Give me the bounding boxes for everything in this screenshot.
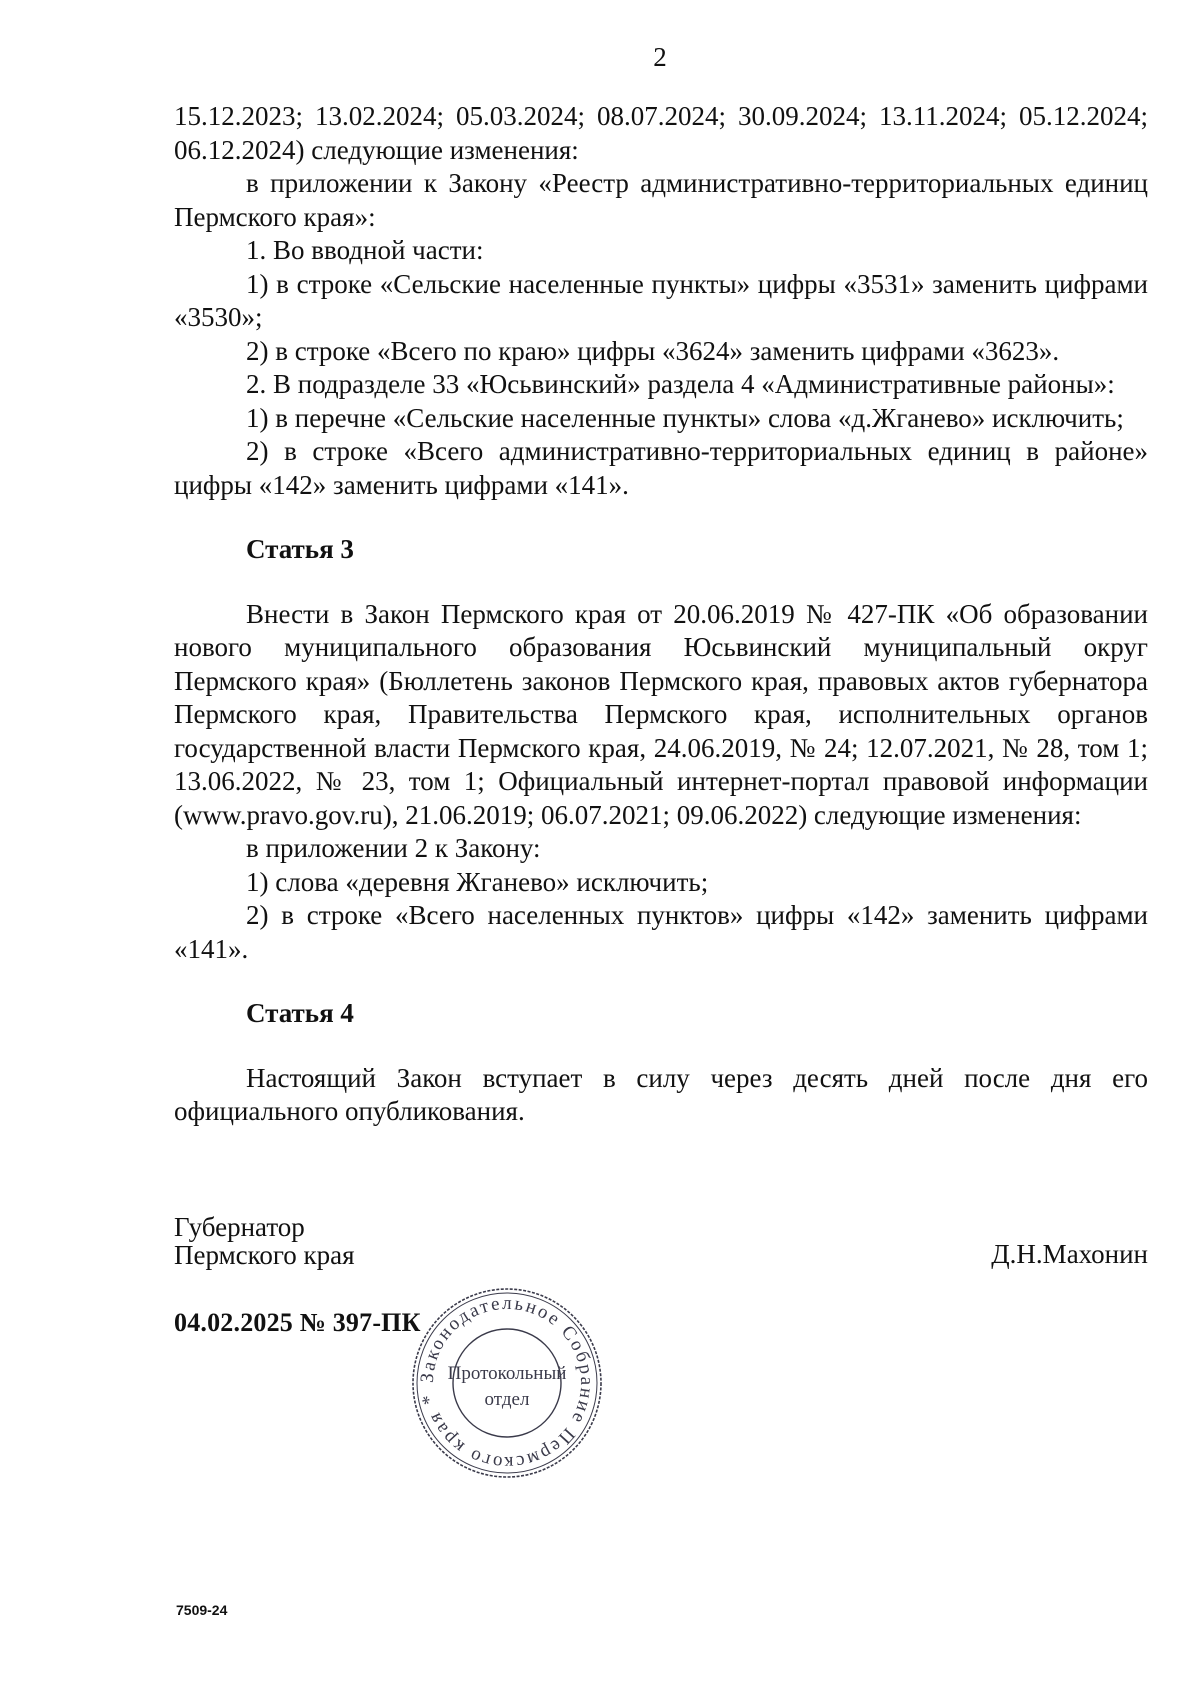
- law-reference: 04.02.2025 № 397-ПК: [174, 1308, 421, 1337]
- article-3-paragraph-2: 2) в строке «Всего населенных пунктов» цифры «142» заменить цифрами «141».: [174, 900, 1148, 964]
- document-code: 7509-24: [176, 1602, 228, 1618]
- stamp-center-line1: Протокольный: [447, 1363, 567, 1384]
- article-3-heading: Статья 3: [246, 534, 354, 564]
- document-body: [174, 100, 1148, 1129]
- article-3-paragraph-1: 1) слова «деревня Жганево» исключить;: [246, 866, 709, 897]
- stamp-ring-text: Законодательное Собрание Пермского края *: [416, 1292, 598, 1474]
- paragraph-item-1: 1. Во вводной части:: [246, 235, 484, 265]
- paragraph-item-2-1: 1) в перечне «Сельские населенные пункты» слова «д.Жганево» исключить;: [246, 402, 1124, 433]
- signature-title-line2: Пермского края: [174, 1240, 355, 1270]
- stamp-seal: [407, 1283, 607, 1483]
- paragraph-item-2-2: 2) в строке «Всего административно-территориальных единиц в районе» цифры «142» заменить цифрами «141».: [174, 436, 1148, 500]
- article-4-heading: Статья 4: [246, 998, 354, 1028]
- signature-title-line1: Губернатор: [174, 1212, 305, 1242]
- page-number: 2: [653, 42, 667, 72]
- paragraph-item-1-1: 1) в строке «Сельские населенные пункты» цифры «3531» заменить цифрами «3530»;: [174, 268, 1148, 332]
- stamp-center-line2: отдел: [484, 1389, 530, 1410]
- article-3-paragraph-appendix: в приложении 2 к Закону:: [246, 833, 541, 863]
- paragraph-item-1-2: 2) в строке «Всего по краю» цифры «3624» заменить цифрами «3623».: [246, 335, 1060, 366]
- stamp-seal-svg: [407, 1283, 607, 1483]
- paragraph-item-2: 2. В подразделе 33 «Юсьвинский» раздела 4 «Административные районы»:: [246, 369, 1115, 399]
- paragraph-continuation: 15.12.2023; 13.02.2024; 05.03.2024; 08.07.2024; 30.09.2024; 13.11.2024; 05.12.2024; 06.12.2024) следующие изменения:: [174, 101, 1148, 165]
- signature-name: Д.Н.Махонин: [991, 1239, 1148, 1269]
- paragraph-appendix-intro: в приложении к Закону «Реестр административно-территориальных единиц Пермского края»:: [174, 168, 1148, 232]
- article-4-paragraph: Настоящий Закон вступает в силу через десять дней после дня его официального опубликования.: [174, 1062, 1148, 1126]
- signature-block: [174, 1213, 1148, 1269]
- article-3-paragraph-main: Внести в Закон Пермского края от 20.06.2019 № 427-ПК «Об образовании нового муниципального образования Юсьвинский муниципальный округ Пермского края» (Бюллетень законов Пермского края, правовых актов губернатора Пермского края, Правительства Пермского края, исполнительных органов государственной власти Пермского края, 24.06.2019, № 24; 12.07.2021, № 28, том 1; 13.06.2022, № 23, том 1; Официальный интернет-портал правовой информации (www.pravo.gov.ru), 21.06.2019; 06.07.2021; 09.06.2022) следующие изменения:: [174, 598, 1148, 830]
